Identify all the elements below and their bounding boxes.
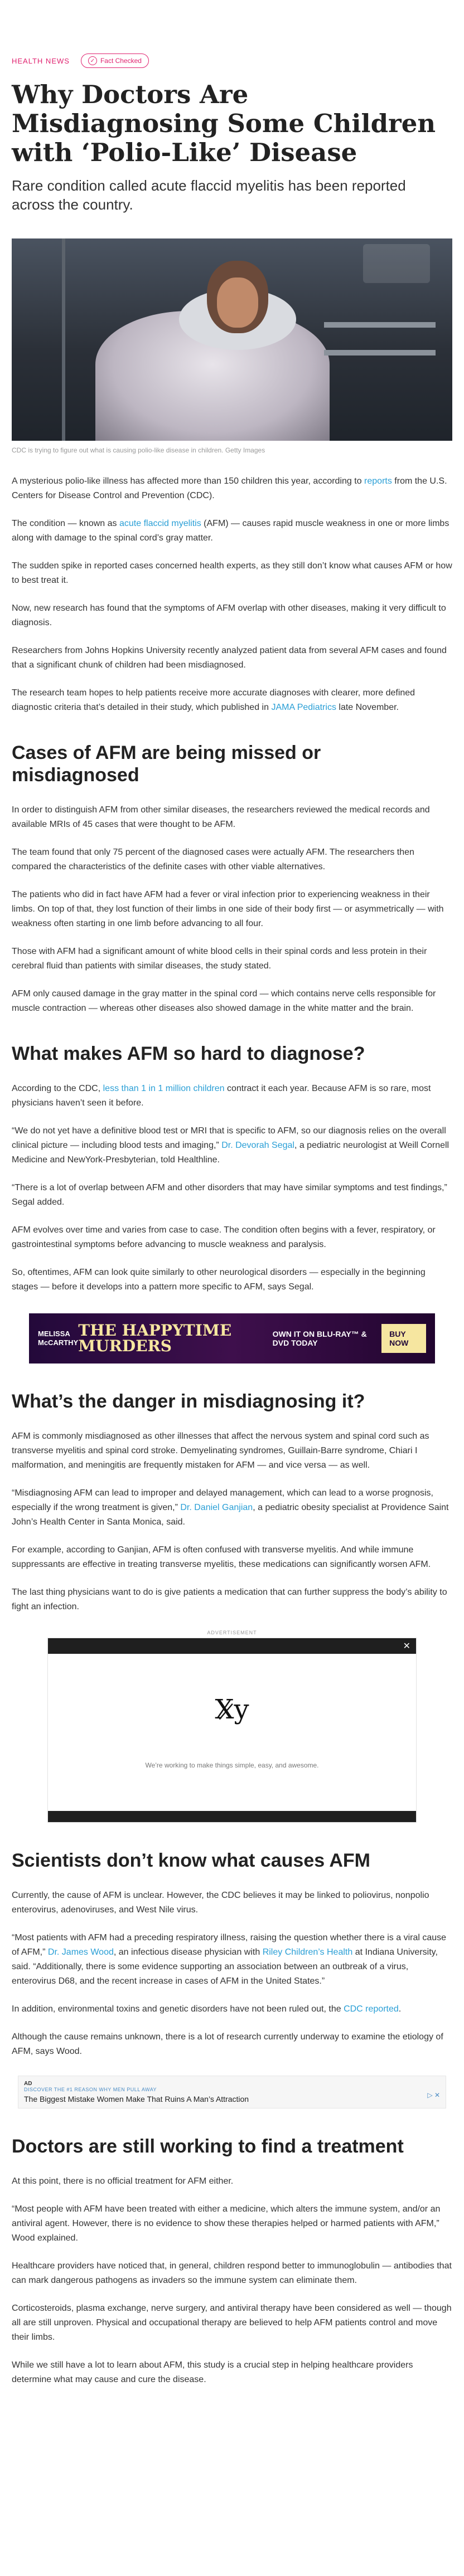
paragraph: The research team hopes to help patients receive more accurate diagnoses with clearer, more defined diagnostic criteria that’s detailed in their study, which published in JAMA Pediatrics late November. xyxy=(12,688,415,712)
fact-checked-badge[interactable] xyxy=(81,53,149,68)
paragraph: AFM is commonly misdiagnosed as other illnesses that affect the nervous system and spinal cord such as transverse myelitis and spinal cord stroke. Demyelinating syndromes, Guillain-Barre syndrome, Chiari I malformation, and meningitis are frequently mistaken for AFM — and vice versa — as well. xyxy=(12,1431,429,1470)
paragraph: Currently, the cause of AFM is unclear. However, the CDC believes it may be linked to poliovirus, nonpolio enterovirus, adenoviruses, and West Nile virus. xyxy=(12,1891,429,1915)
close-icon[interactable]: ✕ xyxy=(403,1642,410,1651)
fact-checked-label: Fact Checked xyxy=(100,57,142,65)
advertisement-label: ADVERTISEMENT xyxy=(207,1630,257,1635)
section-heading: Cases of AFM are being missed or misdiagnosed xyxy=(12,742,321,786)
reports-link[interactable]: reports xyxy=(364,476,392,486)
paragraph: At this point, there is no official treatment for AFM either. xyxy=(12,2176,234,2186)
paragraph: The last thing physicians want to do is give patients a medication that can further suppress the body’s ability to fight an infection. xyxy=(12,1588,447,1611)
section-heading: Doctors are still working to find a treatment xyxy=(12,2136,404,2157)
paragraph: Now, new research has found that the symptoms of AFM overlap with other diseases, making it very difficult to diagnosis. xyxy=(12,603,446,627)
cdc-reported-link[interactable]: CDC reported xyxy=(344,2004,399,2014)
dr-wood-link[interactable]: Dr. James Wood xyxy=(47,1947,114,1957)
bed-rail xyxy=(324,322,436,328)
cdc-stat-link[interactable]: less than 1 in 1 million children xyxy=(103,1084,225,1093)
ad-movie-title: THE HAPPYTIME MURDERS xyxy=(78,1321,232,1355)
paragraph: So, oftentimes, AFM can look quite similarly to other neurological disorders — especially in the beginning stages — before it develops into a pattern more specific to AFM, says Segal. xyxy=(12,1268,426,1292)
paragraph: AFM only caused damage in the gray matter in the spinal cord — which contains nerve cells responsible for muscle contraction — whereas other diseases also showed damage in the white matter and the brain. xyxy=(12,989,436,1013)
paragraph: In order to distinguish AFM from other similar diseases, the researchers reviewed the medical records and available MRIs of 45 cases that were thought to be AFM. xyxy=(12,805,430,829)
paragraph: In addition, environmental toxins and genetic disorders have not been ruled out, the CDC reported. xyxy=(12,2004,402,2014)
paragraph: For example, according to Ganjian, AFM is often confused with transverse myelitis. And while immune suppressants are effective in treating transverse myelitis, these medications can significantly worsen AFM. xyxy=(12,1545,431,1569)
paragraph: “Most patients with AFM had a preceding respiratory illness, raising the question whether there is a viral cause of AFM,” Dr. James Wood, an infectious disease physician with Riley Children’s Health at Indiana University, said. “Additionally, there is some evidence supporting an association between an outbreak of a virus, enterovirus D68, and the recent increase in cases of AFM in the United States.” xyxy=(12,1933,447,1986)
ad-actor-name: MELISSA McCARTHY xyxy=(38,1330,79,1347)
hero-caption: CDC is trying to figure out what is causing polio-like disease in children. Getty Images xyxy=(12,446,265,454)
native-ad-sponsor[interactable]: DISCOVER THE #1 REASON WHY MEN PULL AWAY xyxy=(24,2087,157,2092)
movie-ad-banner[interactable] xyxy=(29,1313,435,1364)
hero-image xyxy=(12,238,452,441)
paragraph: Those with AFM had a significant amount of white blood cells in their spinal cords and less protein in their cerebral fluid than patients with similar diseases, the study stated. xyxy=(12,947,427,971)
ad-tag: AD xyxy=(24,2081,32,2087)
riley-childrens-link[interactable]: Riley Children’s Health xyxy=(262,1947,353,1957)
native-ad[interactable] xyxy=(18,2076,446,2108)
ad-own-it-text: OWN IT ON BLU-RAY™ & DVD TODAY xyxy=(272,1330,367,1347)
paragraph: “Misdiagnosing AFM can lead to improper and delayed management, which can lead to a worse prognosis, especially if the wrong treatment is given,” Dr. Daniel Ganjian, a pediatric obesity specialist at Providence Saint John’s Health Center in Santa Monica, said. xyxy=(12,1488,449,1527)
dr-ganjian-link[interactable]: Dr. Daniel Ganjian xyxy=(180,1503,253,1512)
section-heading: Scientists don’t know what causes AFM xyxy=(12,1850,370,1871)
ad-buy-now-button[interactable]: BUY NOW xyxy=(381,1324,426,1353)
paragraph: According to the CDC, less than 1 in 1 million children contract it each year. Because AFM is so rare, most physicians haven’t seen it before. xyxy=(12,1084,431,1108)
article-subtitle: Rare condition called acute flaccid myelitis has been reported across the country. xyxy=(12,177,406,213)
paragraph: “There is a lot of overlap between AFM and other disorders that may have similar symptoms and test findings,” Segal added. xyxy=(12,1183,447,1207)
paragraph: The sudden spike in reported cases concerned health experts, as they still don’t know what causes AFM or how to best treat it. xyxy=(12,561,452,585)
paragraph: AFM evolves over time and varies from case to case. The condition often begins with a fever, respiratory, or gastrointestinal symptoms before advancing to muscle weakness and paralysis. xyxy=(12,1225,436,1249)
video-ad-logo: X̷y xyxy=(215,1694,249,1725)
paragraph: The team found that only 75 percent of the diagnosed cases were actually AFM. The researchers then compared the characteristics of the definite cases with other viable alternatives. xyxy=(12,848,414,871)
paragraph: While we still have a lot to learn about AFM, this study is a crucial step in helping healthcare providers determine what may cause and cure the disease. xyxy=(12,2360,413,2384)
paragraph: “We do not yet have a definitive blood test or MRI that is specific to AFM, so our diagnosis relies on the overall clinical picture — including blood tests and imaging,” Dr. Devorah Segal, a pediatric neurologist at Weill Cornell Medicine and NewYork-Presbyterian, told Healthline. xyxy=(12,1126,450,1165)
section-heading: What’s the danger in misdiagnosing it? xyxy=(12,1391,365,1412)
jama-pediatrics-link[interactable]: JAMA Pediatrics xyxy=(271,703,336,712)
video-ad-message: We’re working to make things simple, easy, and awesome. xyxy=(145,1761,319,1769)
paragraph: Researchers from Johns Hopkins University recently analyzed patient data from several AFM cases and found that a significant chunk of children had been misdiagnosed. xyxy=(12,646,447,670)
afm-link[interactable]: acute flaccid myelitis xyxy=(119,519,201,528)
bed-rail-lower xyxy=(324,350,436,356)
section-label[interactable]: HEALTH NEWS xyxy=(12,56,70,65)
paragraph: Corticosteroids, plasma exchange, nerve surgery, and antiviral therapy have been considered as well — though all are still unproven. Physical and occupational therapy are believed to help AFM patients control and move their limbs. xyxy=(12,2304,452,2342)
paragraph: Although the cause remains unknown, there is a lot of research currently underway to examine the etiology of AFM, says Wood. xyxy=(12,2032,443,2056)
paragraph: The patients who did in fact have AFM had a fever or viral infection prior to experiencing weakness in their limbs. On top of that, they lost function of their limbs in one side of their body first — or asymmetrically — with weakness often starting in one limb before advancing to all four. xyxy=(12,890,444,928)
paragraph: The condition — known as acute flaccid myelitis (AFM) — causes rapid muscle weakness in one or more limbs along with damage to the spinal cord’s gray matter. xyxy=(12,519,450,543)
article-topline xyxy=(12,53,452,68)
video-ad-controls[interactable] xyxy=(48,1811,416,1822)
dr-segal-link[interactable]: Dr. Devorah Segal xyxy=(221,1141,294,1150)
section-heading: What makes AFM so hard to diagnose? xyxy=(12,1043,365,1064)
window-light xyxy=(363,244,430,283)
video-ad-player[interactable] xyxy=(47,1638,417,1823)
child-face xyxy=(217,277,258,328)
article-container xyxy=(12,0,452,2387)
native-ad-headline[interactable]: The Biggest Mistake Women Make That Ruins A Man’s Attraction xyxy=(24,2095,249,2103)
paragraph: A mysterious polio-like illness has affected more than 150 children this year, according to reports from the U.S. Centers for Disease Control and Prevention (CDC). xyxy=(12,476,447,500)
paragraph: Healthcare providers have noticed that, in general, children respond better to immunoglobulin — antibodies that can mark dangerous pathogens as invaders so the immune system can eliminate them. xyxy=(12,2261,452,2285)
paragraph: “Most people with AFM have been treated with either a medicine, which alters the immune system, and/or an antiviral agent. However, there is no evidence to show these therapies helped or harmed patients with AFM,” Wood explained. xyxy=(12,2204,441,2243)
video-ad-topbar xyxy=(48,1638,416,1654)
checkmark-icon: ✓ xyxy=(88,56,97,65)
article-title: Why Doctors Are Misdiagnosing Some Children with ‘Polio-Like’ Disease xyxy=(12,80,436,167)
ad-choices-icon[interactable]: ▷ ✕ xyxy=(427,2091,440,2099)
iv-pole xyxy=(62,238,65,441)
native-ad-row xyxy=(24,2087,440,2103)
